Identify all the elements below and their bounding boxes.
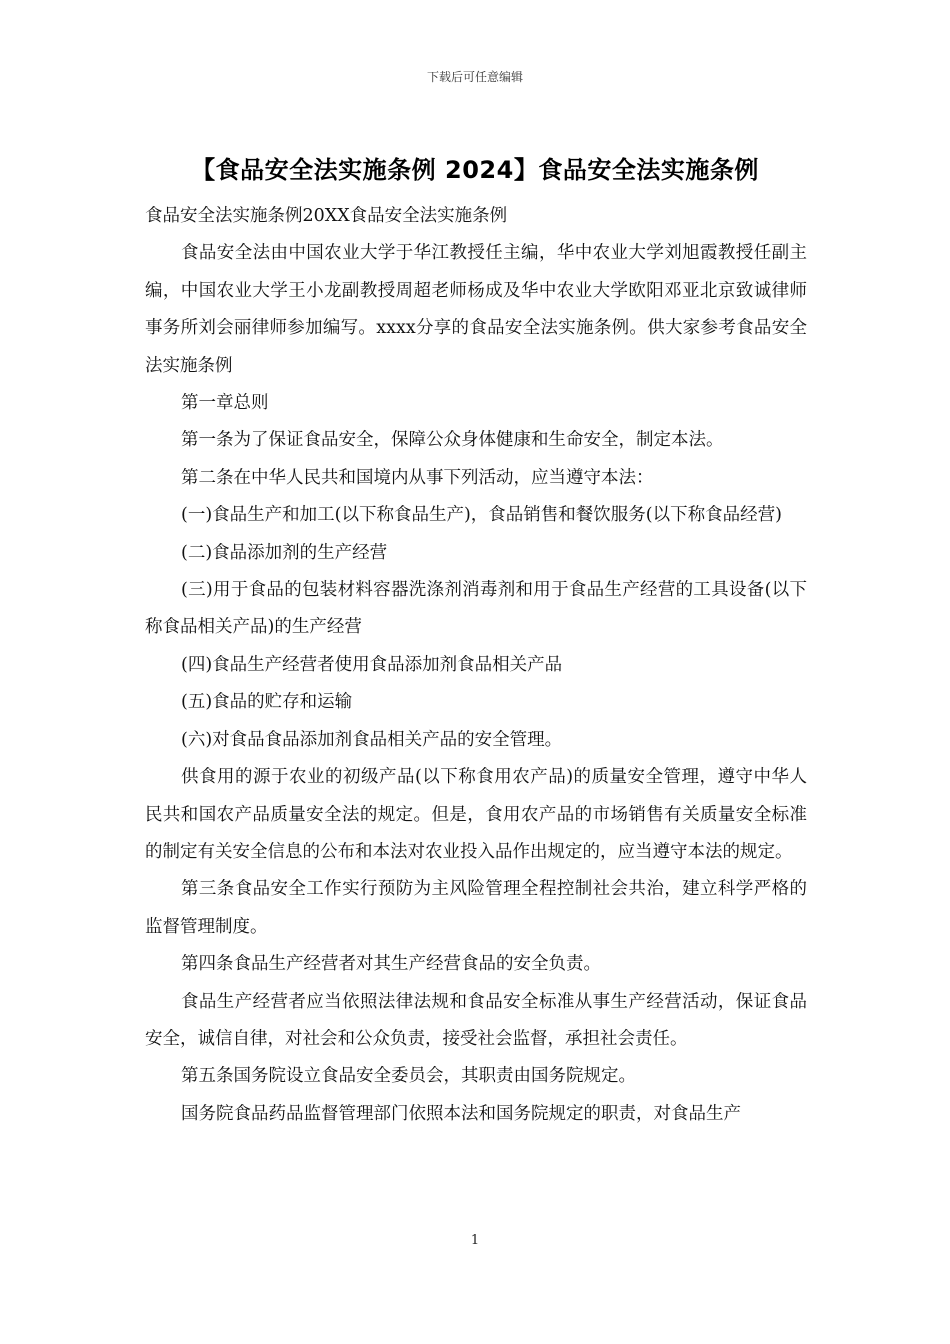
paragraph: 第三条食品安全工作实行预防为主风险管理全程控制社会共治，建立科学严格的监督管理制度。 (145, 879, 807, 937)
paragraph: 第一章总则 (181, 393, 269, 414)
paragraph: 食品安全法由中国农业大学于华江教授任主编，华中农业大学刘旭霞教授任副主编，中国农业大学王小龙副教授周超老师杨成及华中农业大学欧阳邓亚北京致诚律师事务所刘会丽律师参加编写。xxxx分享的食品安全法实施条例。供大家参考食品安全法实施条例 (145, 243, 807, 376)
paragraph: 供食用的源于农业的初级产品(以下称食用农产品)的质量安全管理，遵守中华人民共和国农产品质量安全法的规定。但是，食用农产品的市场销售有关质量安全标准的制定有关安全信息的公布和本法对农业投入品作出规定的，应当遵守本法的规定。 (145, 767, 807, 862)
paragraph: 国务院食品药品监督管理部门依照本法和国务院规定的职责，对食品生产 (181, 1103, 741, 1124)
paragraph: 第五条国务院设立食品安全委员会，其职责由国务院规定。 (181, 1066, 636, 1087)
document-title: 【食品安全法实施条例 2024】食品安全法实施条例 (191, 156, 759, 184)
page-number: 1 (470, 1233, 480, 1248)
paragraph: 第四条食品生产经营者对其生产经营食品的安全负责。 (181, 954, 601, 975)
paragraph: 食品生产经营者应当依照法律法规和食品安全标准从事生产经营活动，保证食品安全，诚信自律，对社会和公众负责，接受社会监督，承担社会责任。 (145, 991, 807, 1049)
paragraph: 第一条为了保证食品安全，保障公众身体健康和生命安全，制定本法。 (181, 430, 724, 451)
paragraph: (三)用于食品的包装材料容器洗涤剂消毒剂和用于食品生产经营的工具设备(以下称食品相关产品)的生产经营 (145, 580, 807, 638)
paragraph: (六)对食品食品添加剂食品相关产品的安全管理。 (181, 729, 563, 750)
paragraph: (四)食品生产经营者使用食品添加剂食品相关产品 (181, 654, 563, 675)
paragraph: (二)食品添加剂的生产经营 (181, 542, 388, 563)
paragraph: 食品安全法实施条例20XX食品安全法实施条例 (145, 206, 508, 226)
paragraph: 第二条在中华人民共和国境内从事下列活动，应当遵守本法： (181, 467, 654, 488)
paragraph: (一)食品生产和加工(以下称食品生产)，食品销售和餐饮服务(以下称食品经营) (181, 505, 782, 526)
paragraph: (五)食品的贮存和运输 (181, 692, 353, 713)
header-note: 下载后可任意编辑 (426, 70, 523, 84)
document-body (145, 198, 807, 1133)
